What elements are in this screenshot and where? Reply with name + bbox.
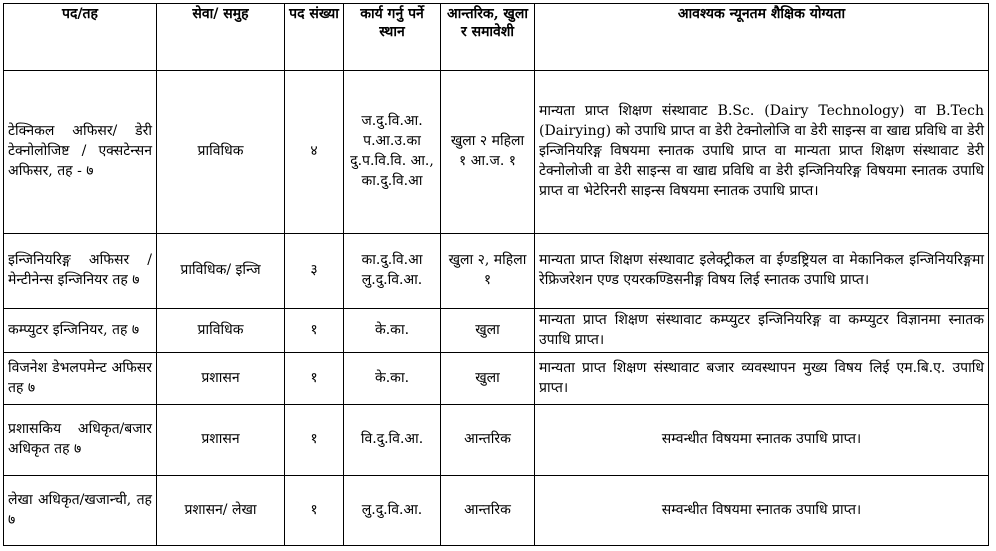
cell-qualification: मान्यता प्राप्त शिक्षण संस्थावाट कम्प्युटर इन्जिनियरिङ्ग वा कम्प्युटर विज्ञानमा स्नातक उपाधि प्राप्त। — [535, 309, 989, 353]
cell-qualification: मान्यता प्राप्त शिक्षण संस्थावाट इलेक्ट्रीकल वा ईण्डष्ट्रियल वा मेकानिकल इन्जिनियरिङ्गमा रेफ्रिजरेशन एण्ड एयरकण्डिसनीङ्ग विषय लिई स्नातक उपाधि प्राप्त। — [535, 234, 989, 309]
cell-qualification: मान्यता प्राप्त शिक्षण संस्थावाट B.Sc. (Dairy Technology) वा B.Tech (Dairying) को उपाधि प्राप्त वा डेरी टेक्नोलोजि वा डेरी साइन्स वा खाद्य प्रविधि वा डेरी इन्जिनियरिङ्ग विषयमा स्नातक उपाधि प्राप्त वा मान्यता प्राप्त शिक्षण संस्थावाट डेरी टेक्नोलोजी वा डेरी साइन्स वा खाद्य प्रविधि वा डेरी इन्जिनियरिङ्ग विषयमा स्नातक उपाधि प्राप्त वा भेटेरिनरी साइन्स विषयमा स्नातक उपाधि प्राप्त। — [535, 71, 989, 234]
cell-category: खुला — [441, 353, 535, 405]
cell-count: १ — [285, 309, 344, 353]
table-row — [4, 234, 989, 309]
cell-service: प्रशासन/ लेखा — [157, 476, 285, 546]
table-row — [4, 71, 989, 234]
cell-post: लेखा अधिकृत/खजान्ची, तह ७ — [4, 476, 157, 546]
cell-post: टेक्निकल अफिसर/ डेरी टेक्नोलोजिष्ट / एक्सटेन्सन अफिसर, तह - ७ — [4, 71, 157, 234]
cell-qualification: सम्वन्धीत विषयमा स्नातक उपाधि प्राप्त। — [535, 476, 989, 546]
cell-location: का.दु.वि.आ लु.दु.वि.आ. — [344, 234, 441, 309]
table-row — [4, 405, 989, 476]
table-row — [4, 353, 989, 405]
cell-service: प्राविधिक/ इन्जि — [157, 234, 285, 309]
header-service: सेवा/ समुह — [157, 4, 285, 71]
cell-category: खुला २ महिला १ आ.ज. १ — [441, 71, 535, 234]
cell-location: के.का. — [344, 353, 441, 405]
cell-service: प्राविधिक — [157, 71, 285, 234]
cell-category: खुला २, महिला १ — [441, 234, 535, 309]
cell-service: प्राविधिक — [157, 309, 285, 353]
cell-location: वि.दु.वि.आ. — [344, 405, 441, 476]
cell-post: विजनेश डेभलपमेन्ट अफिसर तह ७ — [4, 353, 157, 405]
header-qualification: आवश्यक न्यूनतम शैक्षिक योग्यता — [535, 4, 989, 71]
cell-post: इन्जिनियरिङ्ग अफिसर /मेन्टीनेन्स इन्जिनियर तह ७ — [4, 234, 157, 309]
vacancy-table — [3, 3, 989, 546]
table-row — [4, 309, 989, 353]
cell-service: प्रशासन — [157, 353, 285, 405]
cell-location: के.का. — [344, 309, 441, 353]
header-category: आन्तरिक, खुला र समावेशी — [441, 4, 535, 71]
header-row — [4, 4, 989, 71]
cell-count: ४ — [285, 71, 344, 234]
header-post: पद/तह — [4, 4, 157, 71]
cell-category: आन्तरिक — [441, 405, 535, 476]
cell-post: प्रशासकिय अधिकृत/बजार अधिकृत तह ७ — [4, 405, 157, 476]
cell-count: १ — [285, 405, 344, 476]
cell-count: ३ — [285, 234, 344, 309]
cell-location: ज.दु.वि.आ. प.आ.उ.का दु.प.वि.वि. आ., का.दु.वि.आ — [344, 71, 441, 234]
header-location: कार्य गर्नु पर्ने स्थान — [344, 4, 441, 71]
cell-count: १ — [285, 476, 344, 546]
cell-count: १ — [285, 353, 344, 405]
cell-qualification: मान्यता प्राप्त शिक्षण संस्थावाट बजार व्यवस्थापन मुख्य विषय लिई एम.बि.ए. उपाधि प्राप्त। — [535, 353, 989, 405]
cell-category: आन्तरिक — [441, 476, 535, 546]
cell-category: खुला — [441, 309, 535, 353]
table-row — [4, 476, 989, 546]
cell-qualification: सम्वन्धीत विषयमा स्नातक उपाधि प्राप्त। — [535, 405, 989, 476]
header-count: पद संख्या — [285, 4, 344, 71]
cell-service: प्रशासन — [157, 405, 285, 476]
cell-post: कम्प्युटर इन्जिनियर, तह ७ — [4, 309, 157, 353]
cell-location: लु.दु.वि.आ. — [344, 476, 441, 546]
